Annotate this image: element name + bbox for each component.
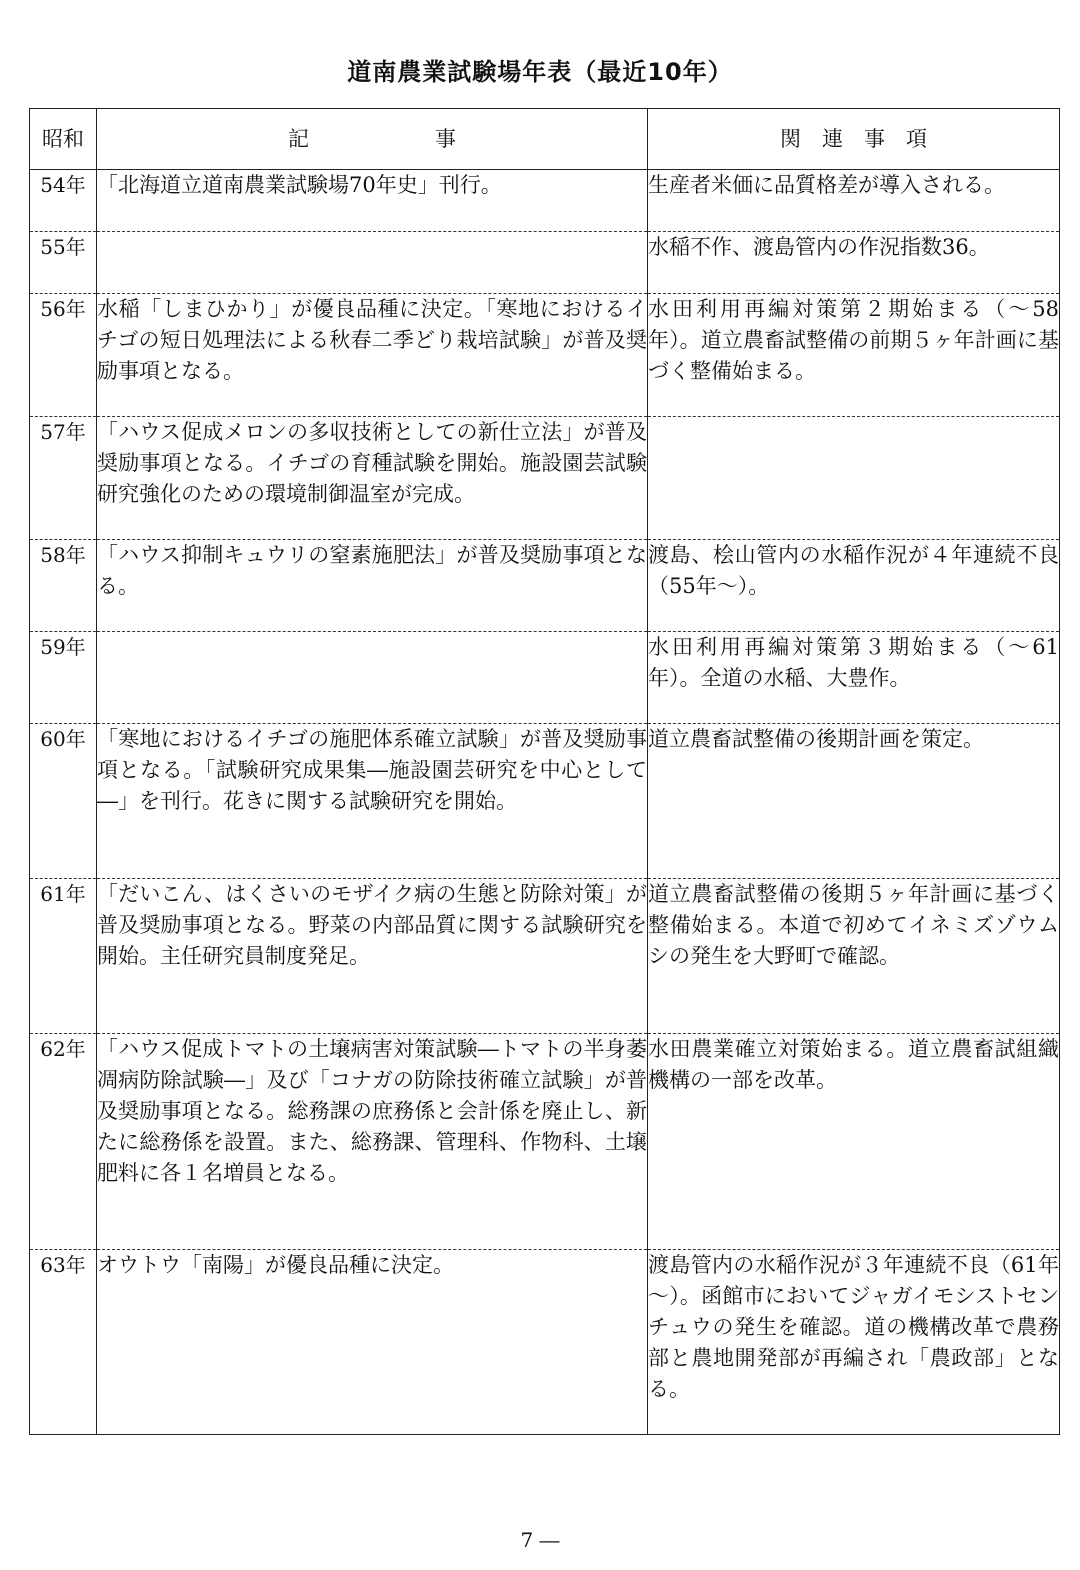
related-cell: 水田農業確立対策始まる。道立農畜試組織機構の一部を改革。 [648,1034,1060,1250]
year-cell: 62年 [30,1034,97,1250]
table-row [30,170,1060,232]
related-cell [648,417,1060,540]
event-cell: 「ハウス促成メロンの多収技術としての新仕立法」が普及奨励事項となる。イチゴの育種試験を開始。施設園芸試験研究強化のための環境制御温室が完成。 [97,417,648,540]
related-cell: 道立農畜試整備の後期５ヶ年計画に基づく整備始まる。本道で初めてイネミズゾウムシの発生を大野町で確認。 [648,879,1060,1034]
table-row [30,724,1060,879]
event-cell: オウトウ「南陽」が優良品種に決定。 [97,1250,648,1435]
related-cell: 渡島、桧山管内の水稲作況が４年連続不良（55年～）。 [648,540,1060,632]
year-cell: 56年 [30,294,97,417]
table-row [30,232,1060,294]
event-cell [97,632,648,724]
table-row [30,1250,1060,1435]
related-cell: 道立農畜試整備の後期計画を策定。 [648,724,1060,879]
event-cell: 「北海道立道南農業試験場70年史」刊行。 [97,170,648,232]
event-cell [97,232,648,294]
related-cell: 生産者米価に品質格差が導入される。 [648,170,1060,232]
year-cell: 63年 [30,1250,97,1435]
related-cell: 渡島管内の水稲作況が３年連続不良（61年～）。函館市においてジャガイモシストセンチュウの発生を確認。道の機構改革で農務部と農地開発部が再編され「農政部」となる。 [648,1250,1060,1435]
table-row [30,540,1060,632]
year-cell: 54年 [30,170,97,232]
related-cell: 水田利用再編対策第３期始まる（～61年）。全道の水稲、大豊作。 [648,632,1060,724]
event-cell: 水稲「しまひかり」が優良品種に決定。「寒地におけるイチゴの短日処理法による秋春二季どり栽培試験」が普及奨励事項となる。 [97,294,648,417]
year-cell: 57年 [30,417,97,540]
header-events: 記 事 [97,109,648,170]
header-related: 関 連 事 項 [648,109,1060,170]
year-cell: 61年 [30,879,97,1034]
related-cell: 水田利用再編対策第２期始まる（～58年）。道立農畜試整備の前期５ヶ年計画に基づく整備始まる。 [648,294,1060,417]
related-cell: 水稲不作、渡島管内の作況指数36。 [648,232,1060,294]
event-cell: 「だいこん、はくさいのモザイク病の生態と防除対策」が普及奨励事項となる。野菜の内部品質に関する試験研究を開始。主任研究員制度発足。 [97,879,648,1034]
table-row [30,1034,1060,1250]
year-cell: 60年 [30,724,97,879]
event-cell: 「ハウス促成トマトの土壌病害対策試験―トマトの半身萎凋病防除試験―」及び「コナガの防除技術確立試験」が普及奨励事項となる。総務課の庶務係と会計係を廃止し、新たに総務係を設置。また、総務課、管理科、作物科、土壌肥料に各１名増員となる。 [97,1034,648,1250]
timeline-table [29,108,1060,1435]
year-cell: 58年 [30,540,97,632]
page-number: 7 ― [520,1528,560,1552]
event-cell: 「寒地におけるイチゴの施肥体系確立試験」が普及奨励事項となる。「試験研究成果集―施設園芸研究を中心として―」を刊行。花きに関する試験研究を開始。 [97,724,648,879]
table-row [30,632,1060,724]
table-row [30,879,1060,1034]
event-cell: 「ハウス抑制キュウリの窒素施肥法」が普及奨励事項となる。 [97,540,648,632]
table-row [30,294,1060,417]
year-cell: 55年 [30,232,97,294]
page-title: 道南農業試験場年表（最近10年） [347,58,733,86]
header-era: 昭和 [30,109,97,170]
table-header-row [30,109,1060,170]
table-row [30,417,1060,540]
year-cell: 59年 [30,632,97,724]
